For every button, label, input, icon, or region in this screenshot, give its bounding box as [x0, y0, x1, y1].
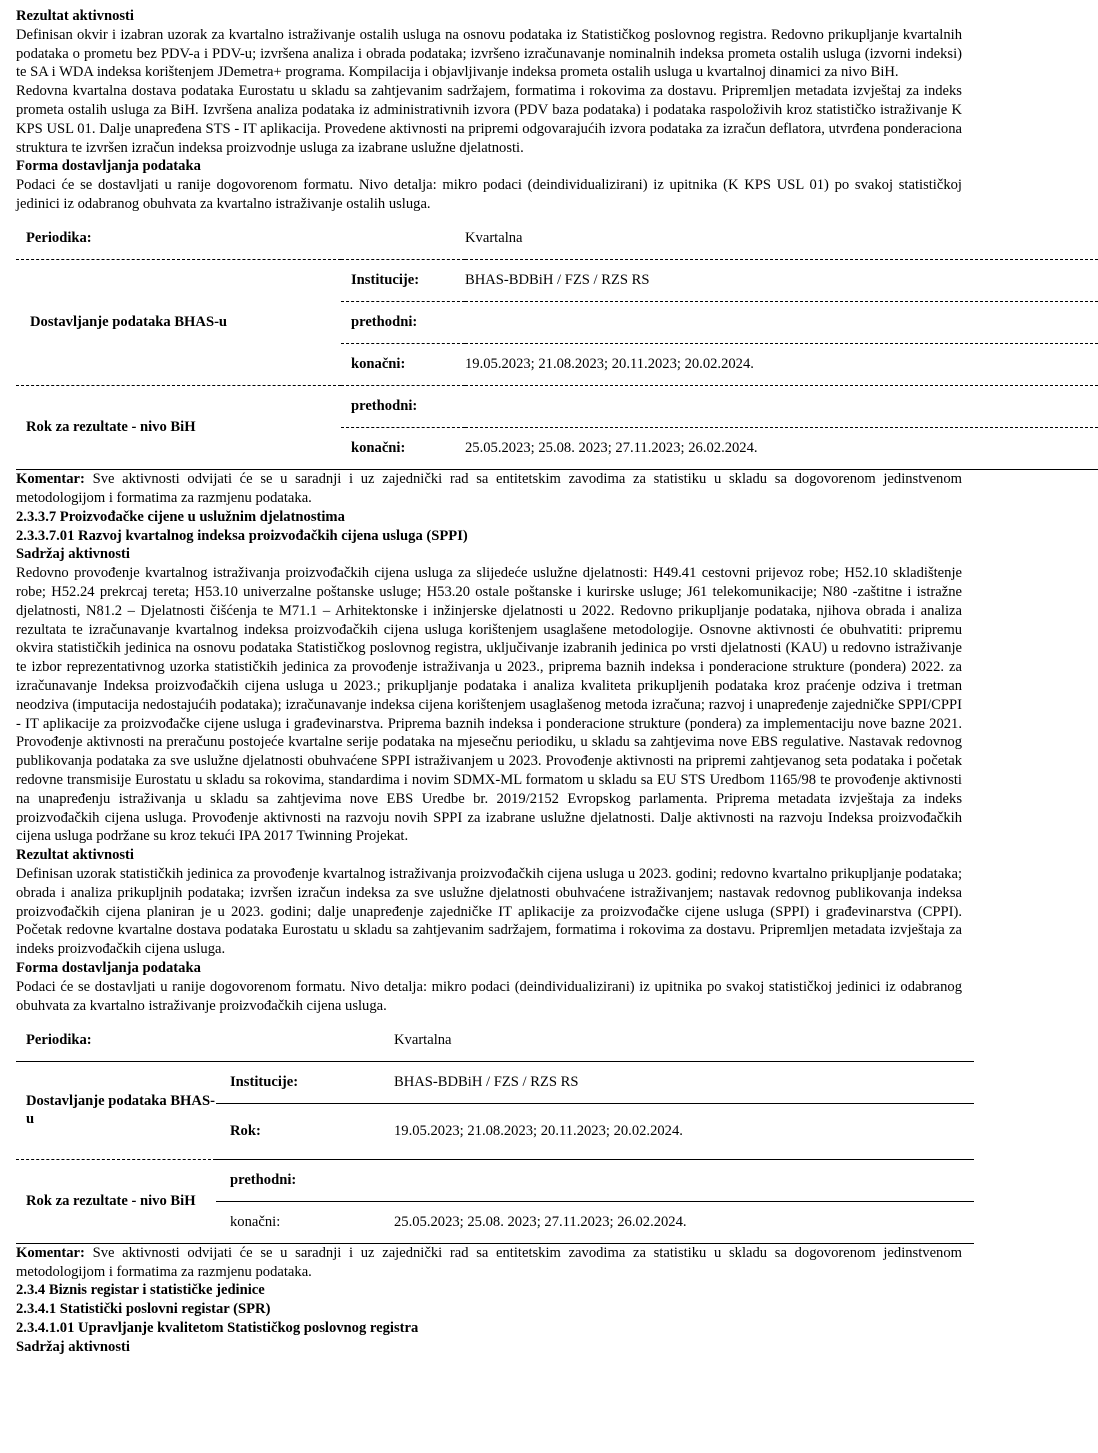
comment-label: Komentar:	[16, 471, 85, 488]
periodika-label: Periodika:	[26, 230, 92, 247]
comment-text: Sve aktivnosti odvijati će se u saradnji i uz zajednički rad sa entitetskim zavodima za statistiku u skladu sa dogovorenom jedinstvenom metodologijom i formatima za razmjenu podataka.	[16, 1244, 962, 1280]
paragraph-rezultat-2: Redovna kvartalna dostava podataka Eurostatu u skladu sa zahtjevanim sadržajem, formatima i rokovima za dostavu. Pripremljen metadata izvještaj za indeks prometa ostalih usluga za BiH. Izvršena analiza podataka iz administrativnih izvora (PDV baza podataka) i podataka raspoloživih kroz statističko istraživanje K KPS USL 01. Dalje unapređena STS - IT aplikacija. Provedene aktivnosti na pripremi odgovarajućih izvora podataka za izračun deflatora, utvrđena ponderaciona struktura te izvršen izračun indeksa proizvodnje usluga za izabrane uslužne djelatnosti.	[16, 83, 962, 156]
konacni-value: 19.05.2023; 21.08.2023; 20.11.2023; 20.02.2024.	[465, 344, 1098, 386]
heading-233701: 2.3.3.7.01 Razvoj kvartalnog indeksa proizvođačkih cijena usluga (SPPI)	[16, 527, 468, 544]
rok-rezultate-label: Rok za rezultate - nivo BiH	[16, 1159, 216, 1243]
institucije-label: Institucije:	[341, 260, 465, 302]
table-row	[16, 1019, 974, 1061]
heading-sadrzaj-aktivnosti: Sadržaj aktivnosti	[16, 546, 130, 563]
paragraph-rezultat-1: Definisan okvir i izabran uzorak za kvartalno istraživanje ostalih usluga na osnovu podataka iz Statističkog poslovnog registra. Redovno prikupljanje kvartalnih podataka o prometu bez PDV-a i PDV-u; izvršena analiza i obrada podataka; izvršeno izračunavanje nominalnih indeksa prometa ostalih usluga (izvorni indeksi) te SA i WDA indeksa korištenjem JDemetra+ programa. Kompilacija i objavljivanje indeksa prometa ostalih usluga u kvartalnoj dinamici za nivo BiH.	[16, 26, 962, 81]
prethodni-value	[394, 1159, 974, 1201]
document-page	[16, 7, 962, 1357]
table-row	[16, 1061, 974, 1103]
konacni-label: konačni:	[341, 344, 465, 386]
rok-konacni-value: 25.05.2023; 25.08. 2023; 27.11.2023; 26.02.2024.	[465, 428, 1098, 470]
comment-2	[16, 1244, 962, 1282]
paragraph-forma-2: Podaci će se dostavljati u ranije dogovorenom formatu. Nivo detalja: mikro podaci (deindividualizirani) iz upitnika po svakoj statističkoj jedinici iz odabranog obuhvata za kvartalno istraživanje proizvođačkih cijena usluga.	[16, 978, 962, 1014]
heading-234: 2.3.4 Biznis registar i statističke jedinice	[16, 1282, 265, 1299]
rok-prethodni-value	[465, 386, 1098, 428]
konacni-value: 25.05.2023; 25.08. 2023; 27.11.2023; 26.02.2024.	[394, 1201, 974, 1243]
institucije-label: Institucije:	[216, 1061, 394, 1103]
heading-sadrzaj-aktivnosti-2: Sadržaj aktivnosti	[16, 1338, 130, 1355]
paragraph-sadrzaj: Redovno provođenje kvartalnog istraživanja proizvođačkih cijena usluga za slijedeće uslužne djelatnosti: H49.41 cestovni prijevoz robe; H52.10 skladištenje robe; H52.24 prekrcaj tereta; H53.10 univerzalne poštanske usluge; H53.20 ostale poštanske i kurirske usluge; J61 telekomunikacije; N80 -zaštitne i istražne djelatnosti, N81.2 – Djelatnosti čišćenja te M71.1 – Arhitektonske i inžinjerske djelatnosti u 2022. Redovno prikupljanje podataka, njihova obrada i analiza rezultata te izračunavanje kvartalnog indeksa proizvođačkih cijena usluga korištenjem usaglašene metodologije. Osnovne aktivnosti će obuhvatiti: pripremu okvira statističkih jedinica na osnovu podataka Statističkog poslovnog registra, uključivanje izabranih jedinica po vrsti djelatnosti (KAU) u redovno istraživanje te izbor reprezentativnog uzorka statističkih jedinica za provođenje istraživanja u 2023., priprema baznih indeksa i ponderacione strukture (pondera) 2022. za izračunavanje Indeksa proizvođačkih cijena usluga u 2023.; prikupljanje podataka i analiza kvaliteta prikupljenih podataka kroz praćenje odziva i tretman neodziva (imputacija nedostajućih podataka); izračunavanje indeksa cijena korištenjem usaglašenog metoda izračuna; razvoj i unapređenje zajedničke SPPI/CPPI - IT aplikacije za proizvođačke cijene usluga i građevinarstva. Priprema baznih indeksa i ponderacione strukture (pondera) za implementaciju nove bazne 2021. Provođenje aktivnosti na preračunu postojeće kvartalne serije podataka na mjesečnu periodiku, u skladu sa zahtjevima nove EBS regulative. Nastavak redovnog publikovanja podataka za sve uslužne djelatnosti obuhvaćene SPPI istraživanjem u 2023. Provođenje aktivnosti na pripremi zahtjevanog seta podataka i početak redovne transmisije Eurostatu u skladu sa rokovima, standardima i novim SDMX-ML formatom u skladu sa EU STS Uredbom 1165/98 te provođenje aktivnosti na unapređenju istraživanja u skladu sa zahtjevima nove EBS Uredbe br. 2019/2152 Evropskog parlamenta. Priprema metadata izvještaja za indeks proizvođačkih cijena usluga. Provođenje aktivnosti na razvoju novih SPPI za izabrane uslužne djelatnosti. Dalje aktivnosti na razvoju Indeksa proizvođačkih cijena usluga podržane su kroz tekući IPA 2017 Twinning Projekat.	[16, 565, 962, 845]
periodika-value: Kvartalna	[465, 230, 523, 247]
table-row	[16, 386, 1098, 428]
prethodni-label: prethodni:	[341, 302, 465, 344]
heading-2341: 2.3.4.1 Statistički poslovni registar (SPR)	[16, 1301, 271, 1318]
table-row	[16, 260, 1098, 302]
heading-rezultat-aktivnosti-2: Rezultat aktivnosti	[16, 847, 134, 864]
konacni-label: konačni:	[216, 1201, 394, 1243]
dostavljanje-label: Dostavljanje podataka BHAS-u	[16, 1061, 216, 1159]
heading-forma-dostavljanja: Forma dostavljanja podataka	[16, 158, 201, 175]
schedule-table-2	[16, 1019, 974, 1244]
table-row	[16, 1159, 974, 1201]
rok-label: Rok:	[216, 1103, 394, 1159]
prethodni-value	[465, 302, 1098, 344]
institucije-value: BHAS-BDBiH / FZS / RZS RS	[394, 1061, 974, 1103]
heading-2337: 2.3.3.7 Proizvođačke cijene u uslužnim djelatnostima	[16, 508, 345, 525]
rok-prethodni-label: prethodni:	[341, 386, 465, 428]
heading-234101: 2.3.4.1.01 Upravljanje kvalitetom Statističkog poslovnog registra	[16, 1320, 419, 1337]
heading-rezultat-aktivnosti: Rezultat aktivnosti	[16, 8, 134, 24]
periodika-value: Kvartalna	[394, 1031, 452, 1048]
table-row	[16, 218, 1098, 260]
paragraph-rezultat-3: Definisan uzorak statističkih jedinica za provođenje kvartalnog istraživanja proizvođačkih cijena usluga u 2023. godini; redovno kvartalno prikupljanje podataka; obrada i analiza prikupljnih podataka; izvršen izračun indeksa za sve uslužne djelatnosti obuhvaćene istraživanjem; nastavak redovnog publikovanja indeksa proizvođačkih cijena planiran je u 2023. godini; dalje unapređenje zajedničke IT aplikacije za proizvođačke cijene usluga (SPPI) i građevinarstva (CPPI). Početak redovne kvartalne dostava podataka Eurostatu u skladu sa zahtjevanim sadržajem, formatima i rokovima za dostavu. Pripremljen metadata izvještaja za indeks proizvođačkih cijena usluga.	[16, 866, 962, 958]
paragraph-forma: Podaci će se dostavljati u ranije dogovorenom formatu. Nivo detalja: mikro podaci (deindividualizirani) iz upitnika (K KPS USL 01) po svakoj statističkoj jedinici iz odabranog obuhvata za kvartalno istraživanje ostalih usluga.	[16, 177, 962, 212]
dostavljanje-label: Dostavljanje podataka BHAS-u	[16, 260, 341, 386]
comment-1	[16, 470, 962, 508]
comment-text: Sve aktivnosti odvijati će se u saradnji i uz zajednički rad sa entitetskim zavodima za statistiku u skladu sa dogovorenom jedinstvenom metodologijom i formatima za razmjenu podataka.	[16, 471, 962, 507]
rok-konacni-label: konačni:	[341, 428, 465, 470]
schedule-table-1	[16, 218, 1098, 471]
heading-forma-dostavljanja-2: Forma dostavljanja podataka	[16, 959, 201, 976]
rok-rezultate-label: Rok za rezultate - nivo BiH	[16, 386, 341, 470]
comment-label: Komentar:	[16, 1244, 85, 1261]
prethodni-label: prethodni:	[216, 1159, 394, 1201]
institucije-value: BHAS-BDBiH / FZS / RZS RS	[465, 260, 1098, 302]
rok-value: 19.05.2023; 21.08.2023; 20.11.2023; 20.02.2024.	[394, 1103, 974, 1159]
periodika-label: Periodika:	[26, 1031, 92, 1048]
